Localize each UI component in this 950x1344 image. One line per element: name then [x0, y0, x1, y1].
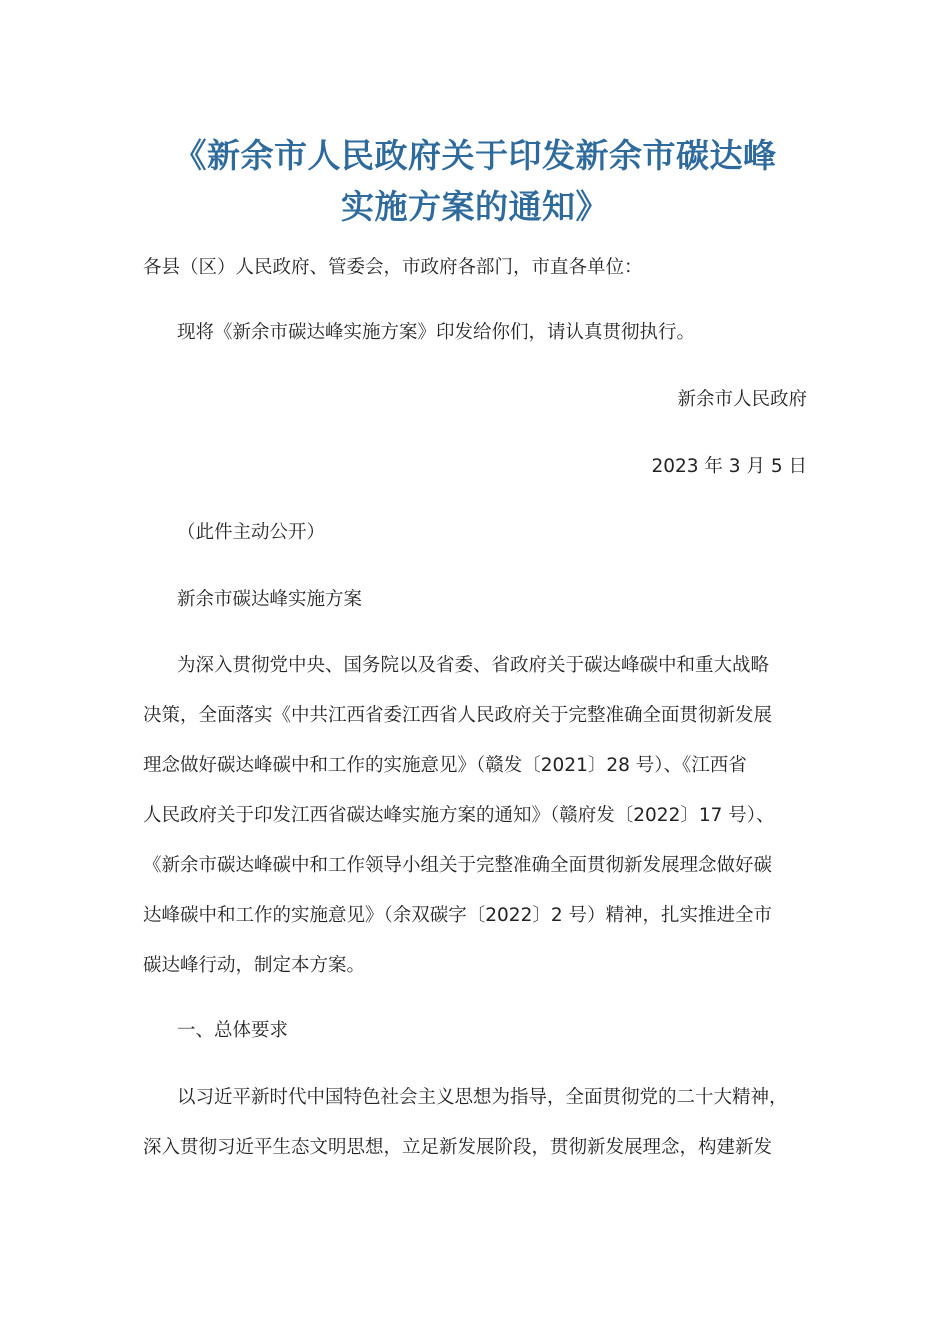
paragraph-line: 人民政府关于印发江西省碳达峰实施方案的通知》（赣府发〔2022〕17 号）、 — [143, 805, 775, 826]
paragraph-line: 碳达峰行动，制定本方案。 — [143, 955, 366, 976]
notice-paragraph: 现将《新余市碳达峰实施方案》印发给你们，请认真贯彻执行。 — [177, 322, 696, 343]
paragraph-line: 深入贯彻习近平生态文明思想，立足新发展阶段，贯彻新发展理念，构建新发 — [143, 1137, 773, 1158]
paragraph-line: 为深入贯彻党中央、国务院以及省委、省政府关于碳达峰碳中和重大战略 — [177, 655, 770, 676]
salutation: 各县（区）人民政府、管委会，市政府各部门，市直各单位： — [143, 257, 643, 278]
document-title-line-1: 《新余市人民政府关于印发新余市碳达峰 — [173, 136, 777, 175]
paragraph-line: 决策，全面落实《中共江西省委江西省人民政府关于完整准确全面贯彻新发展 — [143, 705, 773, 726]
paragraph-line: 达峰碳中和工作的实施意见》（余双碳字〔2022〕2 号）精神，扎实推进全市 — [143, 905, 772, 926]
paragraph-line: 《新余市碳达峰碳中和工作领导小组关于完整准确全面贯彻新发展理念做好碳 — [143, 855, 773, 876]
section-heading: 一、总体要求 — [177, 1020, 289, 1041]
disclosure-note: （此件主动公开） — [177, 522, 326, 543]
issue-date: 2023 年 3 月 5 日 — [651, 456, 807, 477]
paragraph-line: 以习近平新时代中国特色社会主义思想为指导，全面贯彻党的二十大精神， — [177, 1087, 788, 1108]
issuer-signature: 新余市人民政府 — [677, 389, 807, 410]
plan-title: 新余市碳达峰实施方案 — [177, 589, 363, 610]
paragraph-line: 理念做好碳达峰碳中和工作的实施意见》（赣发〔2021〕28 号）、《江西省 — [143, 755, 747, 776]
document-title-line-2: 实施方案的通知》 — [341, 187, 609, 226]
